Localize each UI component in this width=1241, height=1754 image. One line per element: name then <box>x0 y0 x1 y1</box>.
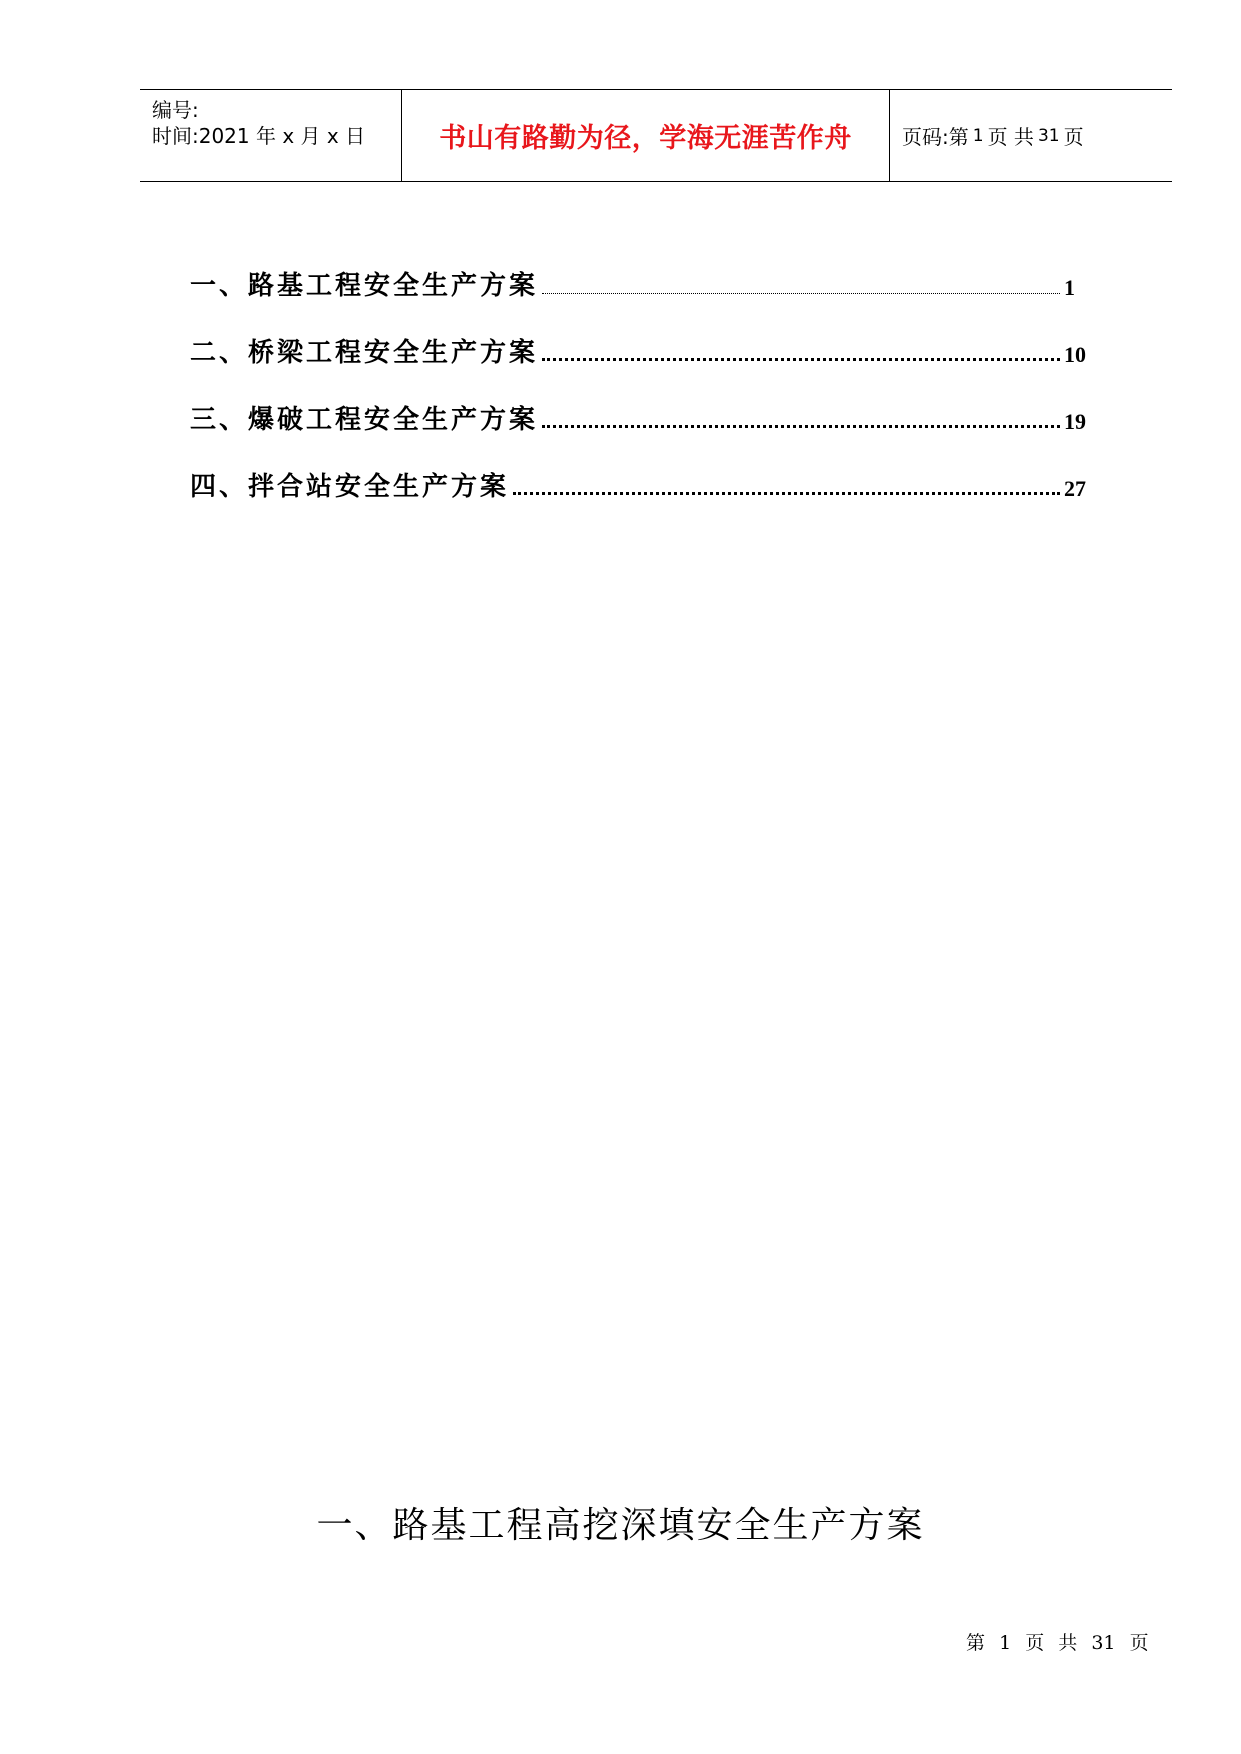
toc-entry-title: 三、爆破工程安全生产方案 <box>190 405 539 435</box>
toc-entry[interactable] <box>190 299 1090 366</box>
header-meta-cell <box>140 90 402 181</box>
footer-ye: 页 <box>1025 1632 1045 1654</box>
section-heading: 一、路基工程高挖深填安全生产方案 <box>316 1505 925 1546</box>
header-page-prefix: 页码:第 <box>902 125 969 149</box>
header-page-cell <box>890 90 1172 181</box>
toc-dot-leader <box>513 492 1060 495</box>
footer-gong: 共 <box>1058 1632 1078 1654</box>
document-number-label: 编号: <box>152 98 199 122</box>
toc-entry-page: 1 <box>1064 275 1075 300</box>
toc-entry[interactable] <box>190 433 1090 500</box>
header-motto-cell <box>402 90 890 181</box>
footer-di: 第 <box>966 1632 986 1654</box>
footer-total-pages: 31 <box>1091 1632 1116 1654</box>
page-header <box>140 89 1172 182</box>
footer-current-page: 1 <box>999 1632 1012 1654</box>
header-page-total: 31 <box>1037 125 1060 146</box>
document-time-label: 时间:2021 年 x 月 x 日 <box>152 124 366 148</box>
footer-ye2: 页 <box>1129 1632 1149 1654</box>
toc-dot-leader <box>542 425 1060 428</box>
toc-entry-page: 27 <box>1064 476 1086 501</box>
header-motto: 书山有路勤为径，学海无涯苦作舟 <box>439 123 852 154</box>
header-page-suffix: 页 <box>1063 125 1084 149</box>
toc-entry-title: 四、拌合站安全生产方案 <box>190 472 510 502</box>
page-footer <box>966 1628 1157 1655</box>
toc-entry[interactable] <box>190 232 1090 299</box>
toc-dot-leader <box>542 358 1060 361</box>
table-of-contents <box>190 232 1090 500</box>
toc-dot-leader <box>542 293 1060 294</box>
toc-entry-title: 一、路基工程安全生产方案 <box>190 271 539 301</box>
toc-entry-page: 10 <box>1064 342 1086 367</box>
header-page-current: 1 <box>972 125 984 146</box>
toc-entry[interactable] <box>190 366 1090 433</box>
toc-entry-page: 19 <box>1064 409 1086 434</box>
header-page-mid: 页 共 <box>987 125 1034 149</box>
toc-entry-title: 二、桥梁工程安全生产方案 <box>190 338 539 368</box>
